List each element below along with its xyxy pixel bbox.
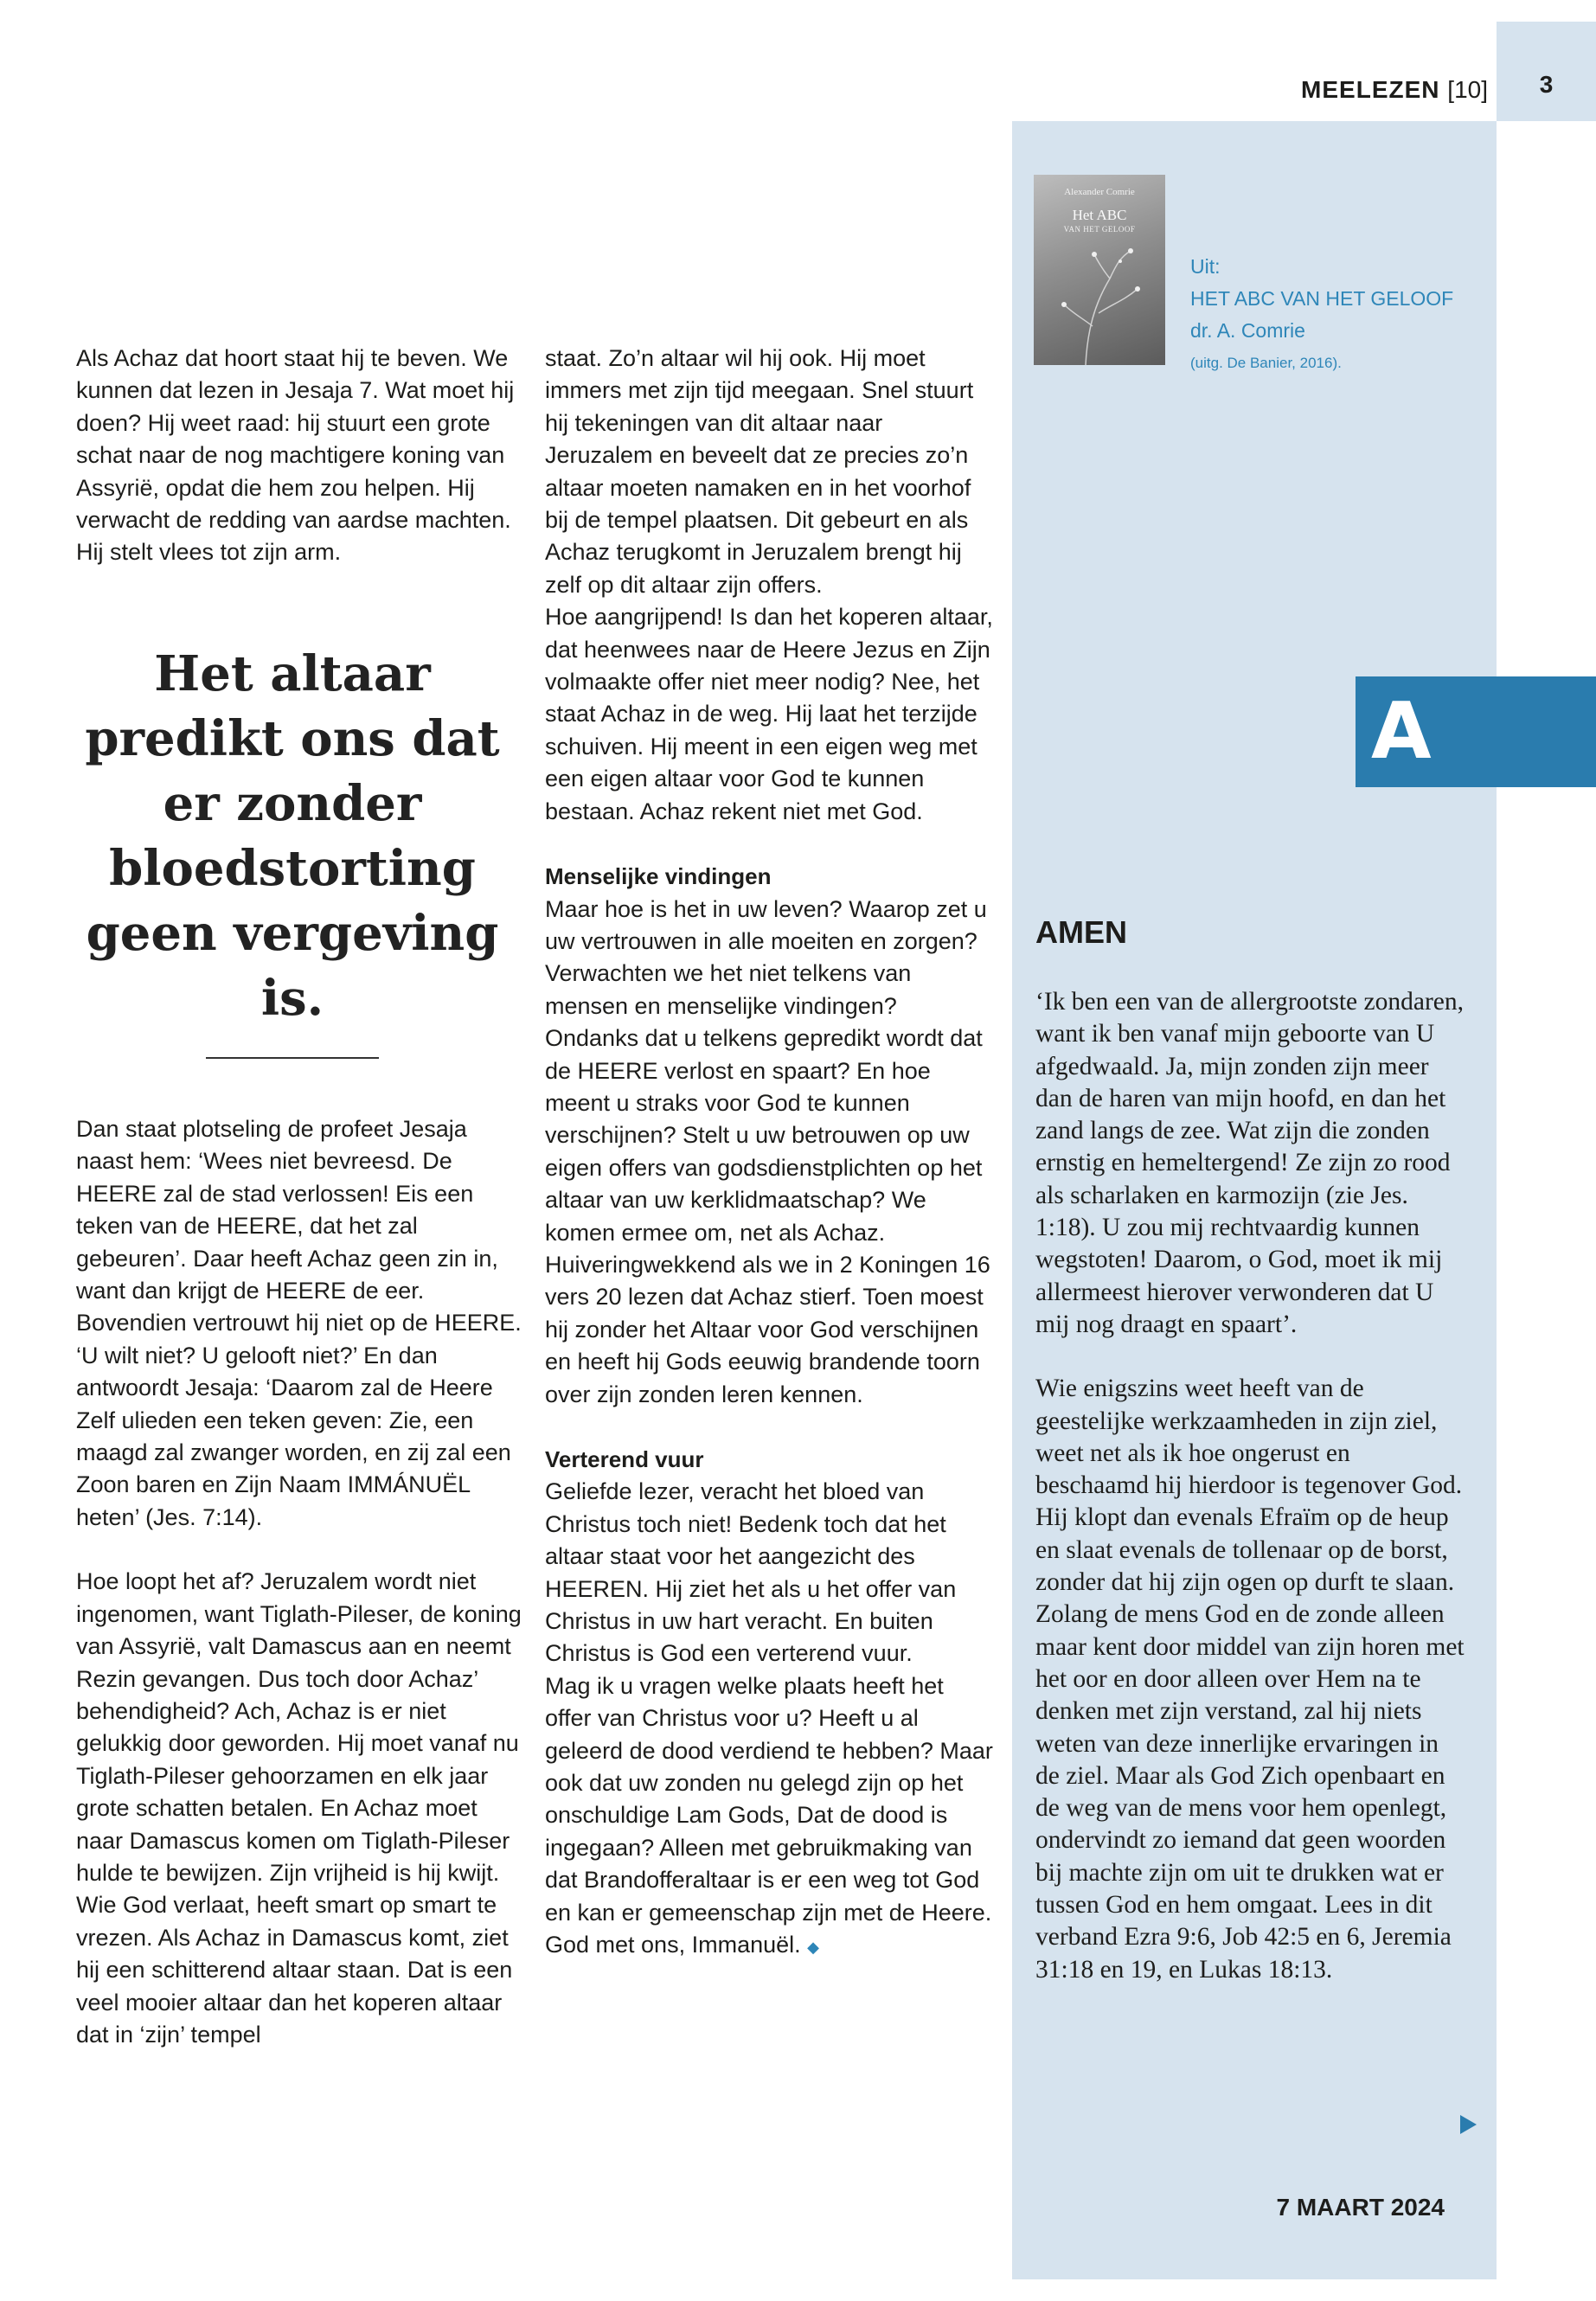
page-number: 3 [1539,71,1554,98]
column-3 [1035,986,1468,1986]
cover-branch-icon [1034,175,1165,365]
paragraph: Hoe loopt het af? Jeruzalem wordt niet ingenomen, want Tiglath-Pileser, de koning van Assyrië, valt Damascus aan en neemt Rezin gevangen. Dus toch door Achaz’ behendigheid? Ach, Achaz is er niet gelukkig door geworden. Hij moet vanaf nu Tiglath-Pileser gehoorzamen en elk jaar grote schatten betalen. En Achaz moet naar Damascus komen om Tiglath-Pileser hulde te bewijzen. Zijn vrijheid is hij kwijt. Wie God verlaat, heeft smart op smart te vrezen. Als Achaz in Damascus komt, ziet hij een schitterend altaar staan. Dat is een veel mooier altaar dan het koperen altaar dat in ‘zijn’ tempel [76,1568,522,2048]
section-title: MEELEZEN [1301,76,1440,103]
source-label: Uit: [1190,255,1221,278]
end-mark-icon: ◆ [807,1939,819,1957]
section-issue: [10] [1447,76,1488,103]
book-title: HET ABC VAN HET GELOOF [1190,287,1454,310]
column-2 [545,343,995,1965]
issue-date: 7 MAART 2024 [1276,2194,1445,2221]
pull-quote: Het altaar predikt ons dat er zonder bloedstorting geen vergeving is. [85,645,500,1027]
section-header [1194,76,1488,104]
paragraph-text: Mag ik u vragen welke plaats heeft het offer van Christus voor u? Heeft u al geleerd de dood verdiend te hebben? Maar ook dat uw zonden nu gelegd zijn op het onschuldige Lam Gods, Dat de dood is ingegaan? Alleen met gebruikmaking van dat Brandofferaltaar is er een weg tot God en kan er gemeenschap zijn met de Heere. God met ons, Immanuël. [545,1672,993,1958]
paragraph: Dan staat plotseling de profeet Jesaja naast hem: ‘Wees niet bevreesd. De HEERE zal de stad verlossen! Eis een teken van de HEERE, dat het zal gebeuren’. Daar heeft Achaz geen zin in, want dan krijgt de HEERE de eer. Bovendien vertrouwt hij niet op de HEERE. ‘U wilt niet? U gelooft niet?’ En dan antwoordt Jesaja: ‘Daarom zal de Heere Zelf ulieden een teken geven: Zie, een maagd zal zwanger worden, en zij zal een Zoon baren en Zijn Naam IMMÁNUËL heten’ (Jes. 7:14). [76,1116,522,1530]
paragraph: Hoe aangrijpend! Is dan het koperen altaar, dat heenwees naar de Heere Jezus en Zijn volmaakte offer niet meer nodig? Nee, het staat Achaz in de weg. Hij laat het terzijde schuiven. Hij meent in een eigen weg met een eigen altaar voor God te kunnen bestaan. Achaz rekent niet met God. [545,604,993,824]
continue-arrow-icon [1460,2115,1477,2134]
book-cover [1034,175,1165,365]
amen-title: AMEN [1035,914,1127,950]
column-1-continued [76,1113,526,2051]
letter: A [1371,686,1432,777]
paragraph: Geliefde lezer, veracht het bloed van Christus toch niet! Bedenk toch dat het altaar staat voor het aangezicht des HEEREN. Hij ziet het als u het offer van Christus in uw hart veracht. En buiten Christus is God een verterend vuur. [545,1478,957,1667]
pull-quote-divider [206,1057,379,1059]
letter-box [1356,676,1596,787]
paragraph: Wie enigszins weet heeft van de geestelijke werkzaamheden in zijn ziel, weet net als ik hoe ongerust en beschaamd hij hierdoor is tegenover God. Hij klopt dan evenals Efraïm op de heup en slaat evenals de tollenaar op de borst, zonder dat hij zijn ogen op durft te slaan. Zolang de mens God en de zonde alleen maar kent door middel van zijn horen met het oor en door alleen over Hem na te denken met zijn verstand, zal hij niets weten van deze innerlijke ervaringen in de ziel. Maar als God Zich openbaart en de weg van de mens voor hem openlegt, ondervindt zo iemand dat geen woorden bij machte zijn om uit te drukken wat er tussen God en hem omgaat. Lees in dit verband Ezra 9:6, Job 42:5 en 6, Jeremia 31:18 en 19, en Lukas 18:13. [1035,1375,1465,1984]
paragraph: Als Achaz dat hoort staat hij te beven. We kunnen dat lezen in Jesaja 7. Wat moet hij doen? Hij weet raad: hij stuurt een grote schat naar de nog machtigere koning van Assyrië, opdat die hem zou helpen. Hij verwacht de redding van aardse machten. Hij stelt vlees tot zijn arm. [76,345,515,566]
paragraph-final [545,1670,995,1965]
book-publisher: (uitg. De Banier, 2016). [1190,355,1342,371]
book-source [1190,251,1484,379]
cover-subtitle: VAN HET GELOOF [1063,225,1136,234]
book-author: dr. A. Comrie [1190,319,1305,342]
quote-paragraph: ‘Ik ben een van de allergrootste zondaren, want ik ben vanaf mijn geboorte van U afgedwaald. Ja, mijn zonden zijn meer dan de haren van mijn hoofd, en dan het zand langs de zee. Wat zijn die zonden ernstig en hemeltergend! Ze zijn zo rood als scharlaken en karmozijn (zie Jes. 1:18). U zou mij rechtvaardig kunnen wegstoten! Daarom, o God, moet ik mij allermeest hierover verwonderen dat U mij nog draagt en spaart’. [1035,988,1465,1338]
cover-author: Alexander Comrie [1064,187,1135,197]
cover-title: Het ABC [1072,207,1127,223]
subheading-menselijke-vindingen: Menselijke vindingen [545,863,772,890]
subheading-verterend-vuur: Verterend vuur [545,1446,704,1472]
paragraph: staat. Zo’n altaar wil hij ook. Hij moet immers met zijn tijd meegaan. Snel stuurt hij tekeningen van dit altaar naar Jeruzalem en beveelt dat ze precies zo’n altaar moeten namaken en in het voorhof bij de tempel plaatsen. Dit gebeurt en als Achaz terugkomt in Jeruzalem brengt hij zelf op dit altaar zijn offers. [545,345,974,598]
paragraph: Maar hoe is het in uw leven? Waarop zet u uw vertrouwen in alle moeiten en zorgen? Verwachten we het niet telkens van mensen en menselijke vindingen? Ondanks dat u telkens gepredikt wordt dat de HEERE verlost en spaart? En hoe meent u straks voor God te kunnen verschijnen? Stelt u uw betrouwen op uw eigen offers van godsdienstplichten op het altaar van uw kerklidmaatschap? We komen ermee om, net als Achaz. Huiveringwekkend als we in 2 Koningen 16 vers 20 lezen dat Achaz stierf. Toen moest hij zonder het Altaar voor God verschijnen en heeft hij Gods eeuwig brandende toorn over zijn zonden leren kennen. [545,895,990,1407]
column-1 [76,343,526,569]
